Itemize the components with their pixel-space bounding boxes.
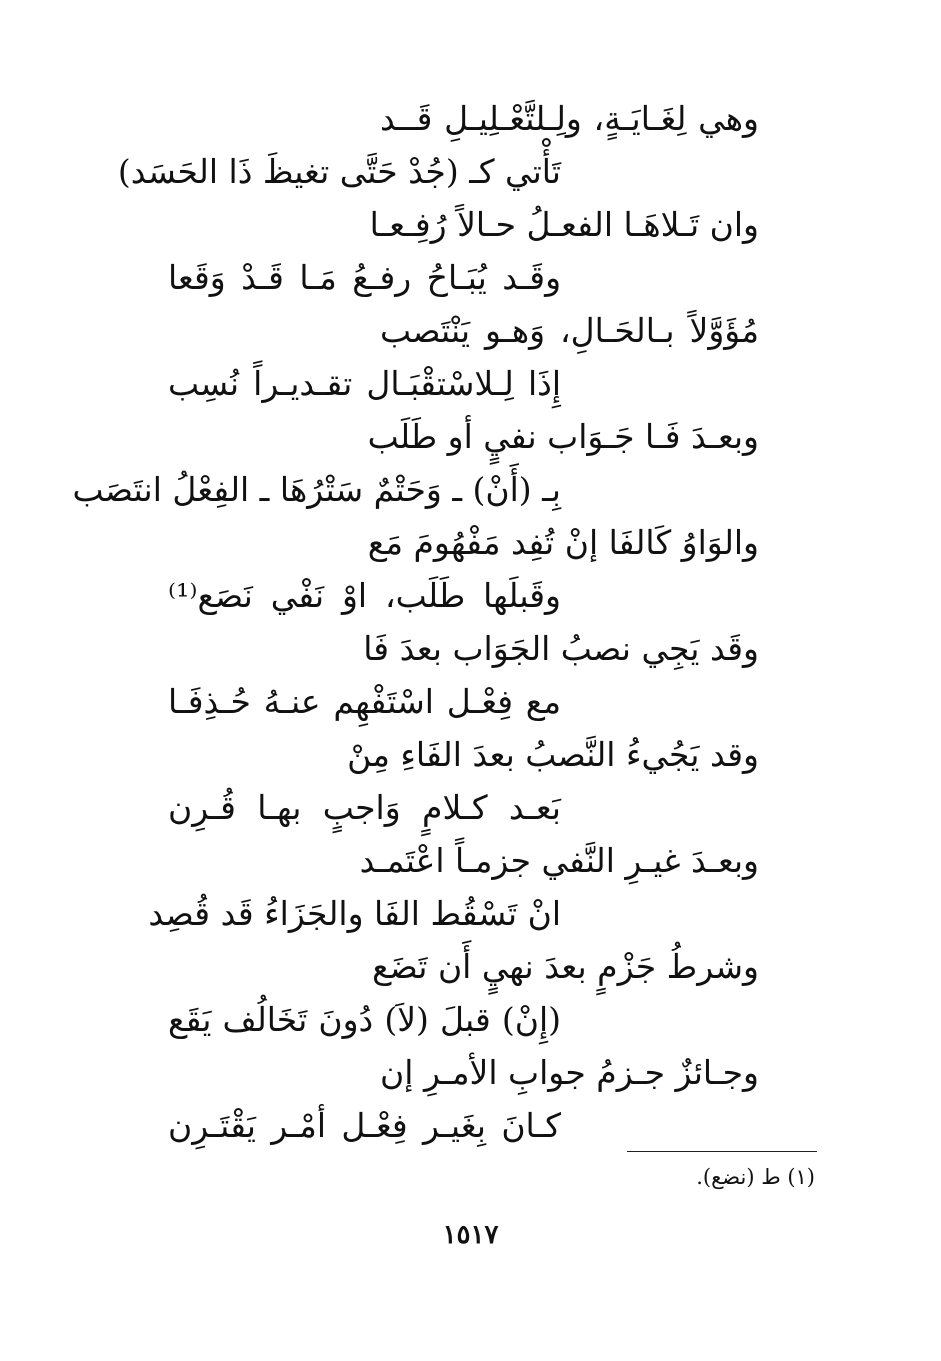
verse-line: والوَاوُ كَالفَا إنْ تُفِد مَفْهُومَ مَع	[367, 523, 759, 562]
verse-line: وقد يَجُيءُ النَّصبُ بعدَ الفَاءِ مِنْ	[347, 735, 759, 774]
verse-line: مع فِعْـل اسْتَفْهِم عنـهُ حُـذِفَـا	[168, 682, 561, 721]
verse-line: وان تَـلاهَـا الفعـلُ حـالاً رُفِـعـا	[369, 205, 759, 244]
verse-line: بَعـد كـلامٍ وَاجبٍ بهـا قُـرِن	[168, 788, 561, 827]
verse-line: تَأْتي كـ (جُدْ حَتَّى تغيظَ ذَا الحَسَد)	[117, 152, 561, 191]
verse-line: وقَد يَجِي نصبُ الجَوَاب بعدَ فَا	[363, 629, 759, 668]
verse-body	[0, 92, 941, 1152]
verse-line: بِـ (أَنْ) ـ وَحَتْمٌ سَتْرُهَا ـ الفِعْلُ انتَصَب	[72, 470, 561, 509]
verse-line: وبعـدَ فَـا جَـوَاب نفيٍ أو طَلَب	[367, 417, 759, 456]
footnote-divider	[627, 1151, 817, 1152]
footnote: (١) ط (نضع).	[696, 1165, 815, 1189]
verse-line: وقَبلَها طَلَب، اوْ نَفْي نَصَع⁽¹⁾	[168, 576, 561, 615]
verse-line: وجـائزٌ جـزمُ جوابِ الأمـرِ إن	[380, 1053, 759, 1092]
verse-line: إِذَا لِـلاسْتقْبَـال تقـديـراً نُسِب	[168, 364, 561, 403]
verse-line: وقَـد يُبَـاحُ رفـعُ مَـا قَـدْ وَقَعا	[168, 258, 561, 297]
verse-line: وهي لِغَـايَـةٍ، ولِـلتَّعْـلِيـلِ قَــد	[380, 99, 759, 138]
verse-line: انْ تَسْقُط الفَا والجَزَاءُ قَد قُصِد	[148, 894, 561, 933]
verse-line: (إِنْ) قبلَ (لاَ) دُونَ تَخَالُف يَقَع	[168, 1000, 561, 1039]
verse-line: وشرطُ جَزْمٍ بعدَ نهيٍ أَن تَضَع	[372, 947, 759, 986]
verse-line: مُؤَوَّلاً بـالحَـالِ، وَهـو يَنْتَصب	[380, 311, 759, 350]
page-number: ١٥١٧	[442, 1220, 499, 1250]
verse-line: كـانَ بِغَيـر فِعْـل أمْـر يَقْتَـرِن	[168, 1106, 561, 1145]
verse-line: وبعـدَ غيـرِ النَّفي جزمـاً اعْتَمـد	[359, 841, 759, 880]
